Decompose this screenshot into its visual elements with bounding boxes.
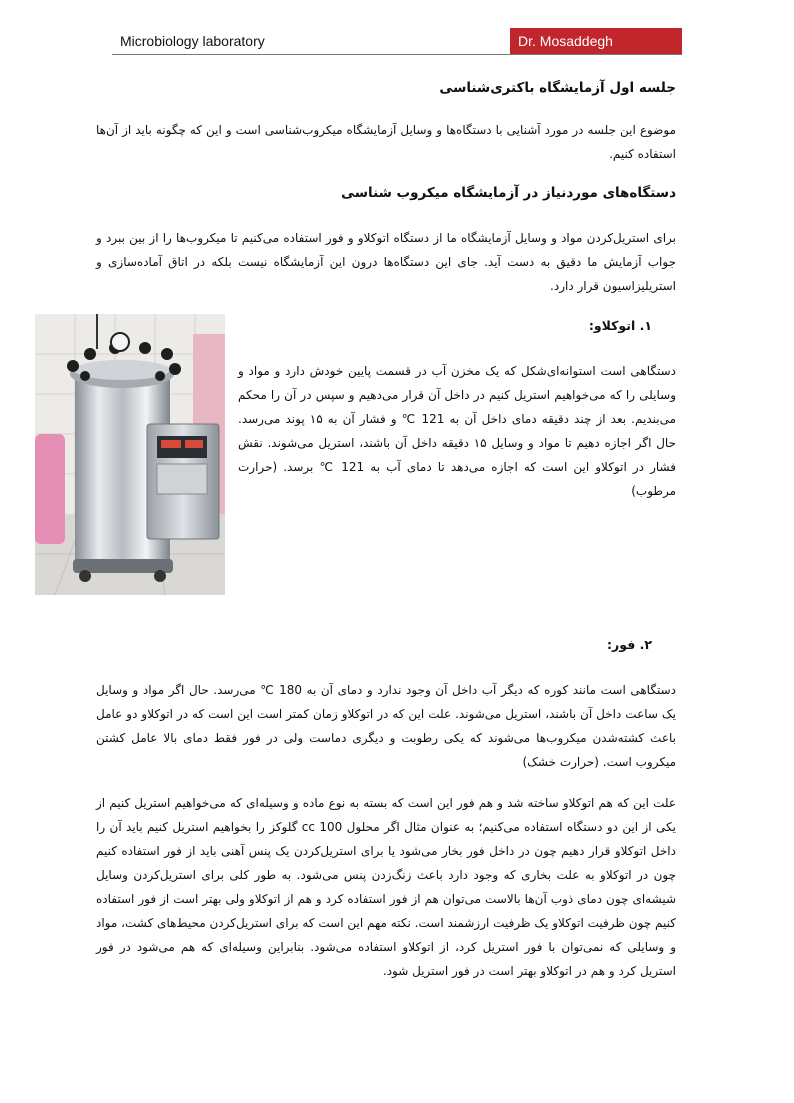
oven-heading: ٢. فور: xyxy=(607,637,652,652)
autoclave-photo xyxy=(35,314,225,595)
header-course-title: Microbiology laboratory xyxy=(120,33,265,49)
sterilization-paragraph: برای استریل‌کردن مواد و وسایل آزمایشگاه ما از دستگاه اتوکلاو و فور استفاده می‌کنیم تا میکروب‌ها را از بین ببرد و جواب آزمایش ما دقیق به دست آید. جای این دستگاه‌ها درون این آزمایشگاه نیست بلکه در اتاق آماده‌سازی و استریلیزاسیون قرار دارد. xyxy=(96,231,676,293)
comparison-paragraph: علت این که هم اتوکلاو ساخته شد و هم فور این است که بسته به نوع ماده و وسیله‌ای که می‌خواهیم استریل کنیم از یکی از این دو دستگاه استفاده می‌کنیم؛ به عنوان مثال اگر محلول 100 cc گلوکز را بخواهیم استریل کنیم باید آن را داخل اتوکلاو قرار دهیم چون در داخل فور بخار می‌شود یا برای استریل‌کردن یک پنس آهنی باید از فور استفاده کنیم چون در اتوکلاو به علت بخاری که وجود دارد باعث زنگ‌زدن پنس می‌شود. به طور کلی برای استریل‌کردن وسایل شیشه‌ای چون دمای ذوب آن‌ها بالاست می‌توان هم از فور استفاده کرد و هم از اتوکلاو ولی بهتر است از فور استفاده کنیم چون ظرفیت اتوکلاو یک ظرفیت ارزشمند است. نکته مهم این است که برای استریل‌کردن محیط‌های کشت، مواد و وسایلی که نمی‌توان با فور استریل کرد، از اتوکلاو استفاده می‌شود. بنابراین وسیله‌ای که هم می‌شود در فور استریل کرد و هم در اتوکلاو بهتر است در فور استریل شود. xyxy=(96,796,676,978)
section-heading: دستگاه‌های موردنیاز در آزمایشگاه میکروب شناسی xyxy=(341,185,676,201)
oven-paragraph: دستگاهی است مانند کوره که دیگر آب داخل آن وجود ندارد و دمای آن به 180 ℃ می‌رسد. حال اگر مواد و وسایل یک ساعت داخل آن باشند، استریل می‌شوند. علت این که در اتوکلاو زمان کمتر است این است که در اتوکلاو دو عامل باعث کشته‌شدن میکروب‌ها می‌شوند که یکی رطوبت و دیگری دماست ولی در فور فقط دمای بالا عامل کشتن میکروب است. (حرارت خشک) xyxy=(96,683,676,769)
header-divider xyxy=(112,54,682,55)
page-title: جلسه اول آزمایشگاه باکتری‌شناسی xyxy=(439,80,676,96)
header-author-badge: Dr. Mosaddegh xyxy=(510,28,682,54)
intro-paragraph: موضوع این جلسه در مورد آشنایی با دستگاه‌ها و وسایل آزمایشگاه میکروب‌شناسی است و این که چگونه باید از آن‌ها استفاده کنیم. xyxy=(96,123,676,161)
autoclave-paragraph: دستگاهی است استوانه‌ای‌شکل که یک مخزن آب در قسمت پایین خودش دارد و مواد و وسایلی را که می‌خواهیم استریل کنیم در داخل آن قرار می‌دهیم و سپس در آن را محکم می‌بندیم. بعد از چند دقیقه دمای داخل آن به 121 ℃ و فشار آن به ۱۵ پوند می‌رسد. حال اگر اجازه دهیم تا مواد و وسایل ۱۵ دقیقه داخل آن باشند، استریل می‌شوند. نقش فشار در اتوکلاو این است که اجازه می‌دهد تا دمای آب به 121 ℃ برسد. (حرارت مرطوب) xyxy=(238,364,677,498)
autoclave-heading: ١. اتوکلاو: xyxy=(588,318,652,333)
